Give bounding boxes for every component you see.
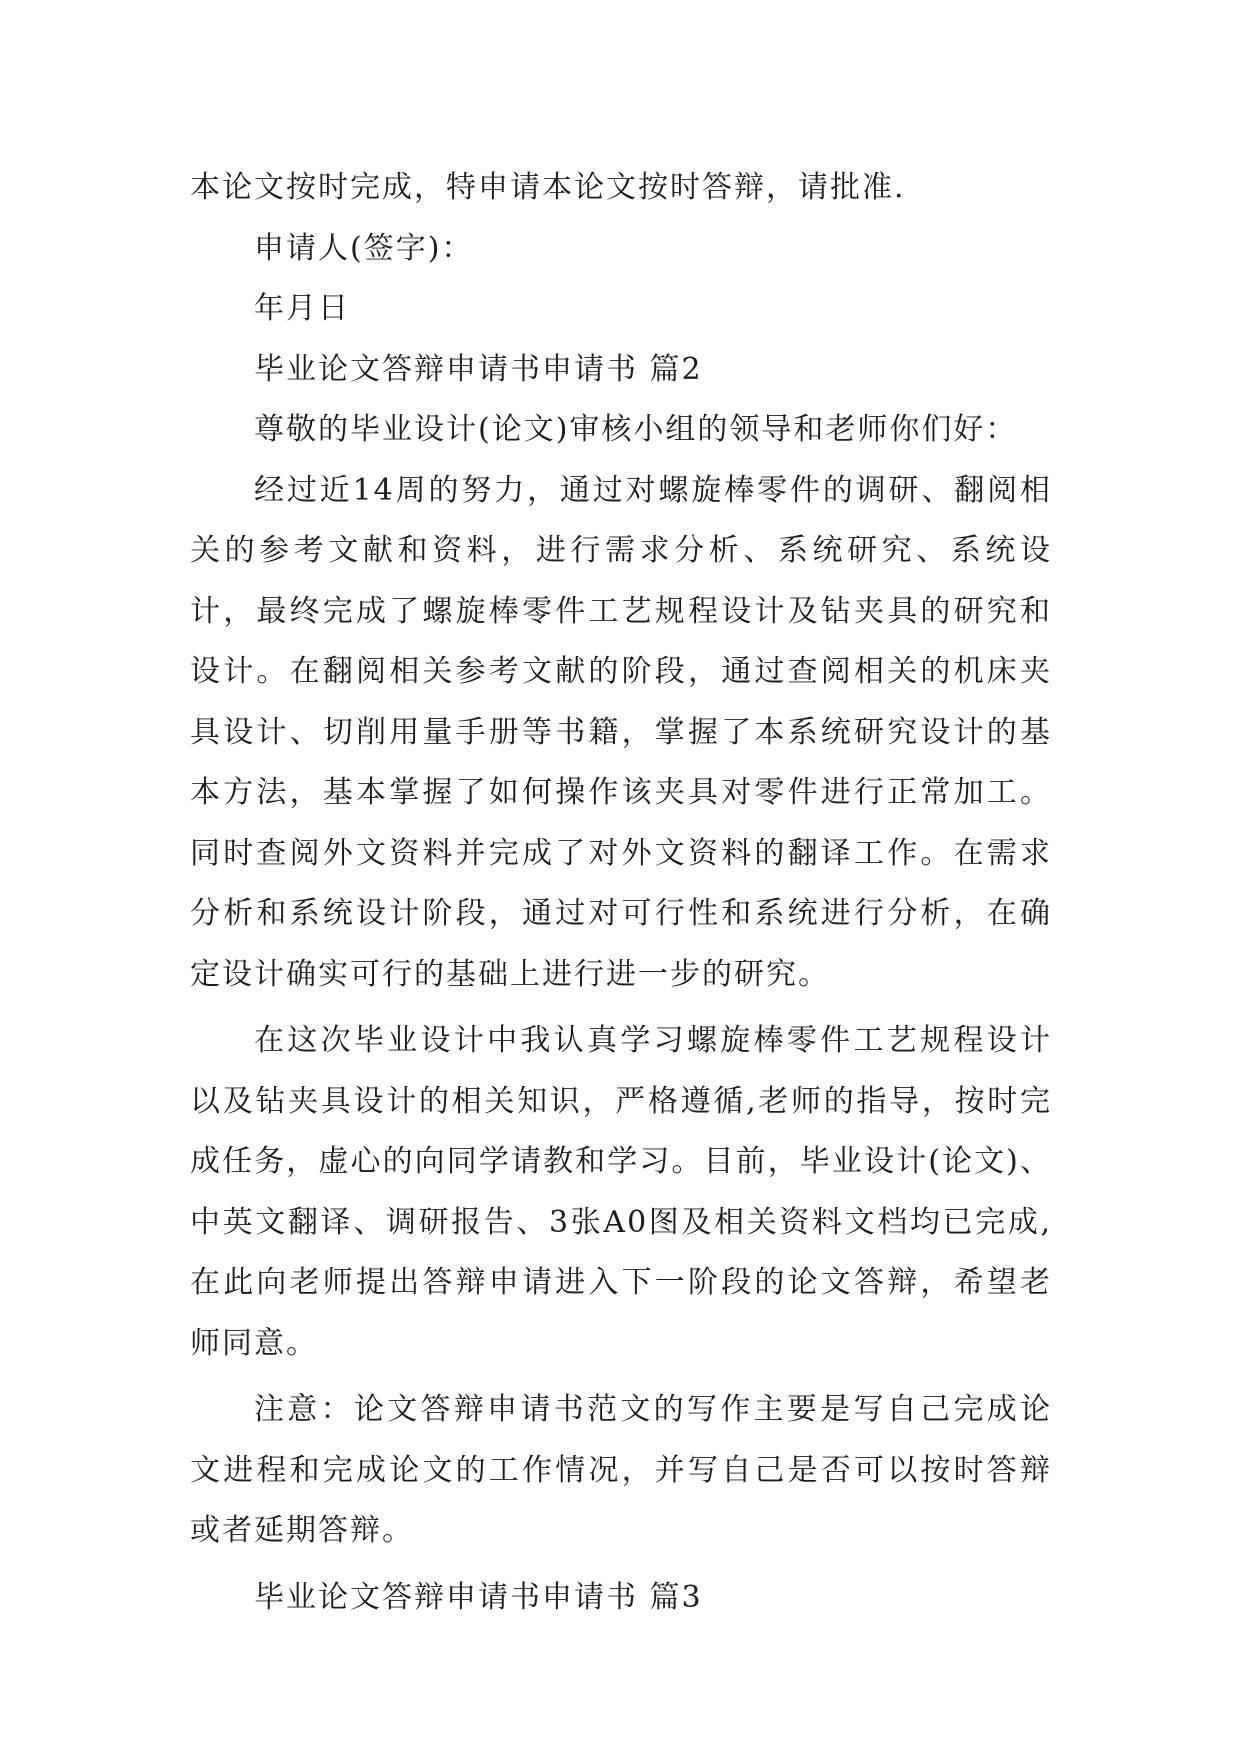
body-paragraph-1: 经过近14周的努力，通过对螺旋棒零件的调研、翻阅相关的参考文献和资料，进行需求分析、系统研究、系统设计，最终完成了螺旋棒零件工艺规程设计及钻夹具的研究和设计。在翻阅相关参考文献的阶段，通过查阅相关的机床夹具设计、切削用量手册等书籍，掌握了本系统研究设计的基本方法，基本掌握了如何操作该夹具对零件进行正常加工。同时查阅外文资料并完成了对外文资料的翻译工作。在需求分析和系统设计阶段，通过对可行性和系统进行分析，在确定设计确实可行的基础上进行进一步的研究。 (190, 472, 1052, 992)
continuation-paragraph: 本论文按时完成，特申请本论文按时答辩，请批准. (190, 170, 906, 205)
document-body (190, 158, 1052, 1628)
note-paragraph: 注意：论文答辩申请书范文的写作主要是写自己完成论文进程和完成论文的工作情况，并写自己是否可以按时答辩或者延期答辩。 (190, 1392, 1052, 1548)
section-heading-3: 毕业论文答辩申请书申请书 篇3 (254, 1579, 703, 1615)
applicant-signature-line: 申请人(签字)： (254, 230, 474, 266)
body-paragraph-2: 在这次毕业设计中我认真学习螺旋棒零件工艺规程设计以及钻夹具设计的相关知识，严格遵循,老师的指导，按时完成任务，虚心的向同学请教和学习。目前，毕业设计(论文)、中英文翻译、调研报告、3张A0图及相关资料文档均已完成,在此向老师提出答辩申请进入下一阶段的论文答辩，希望老师同意。 (190, 1023, 1052, 1361)
section-heading-2: 毕业论文答辩申请书申请书 篇2 (254, 351, 703, 387)
salutation-line: 尊敬的毕业设计(论文)审核小组的领导和老师你们好： (254, 412, 1018, 447)
date-line: 年月日 (254, 291, 350, 326)
